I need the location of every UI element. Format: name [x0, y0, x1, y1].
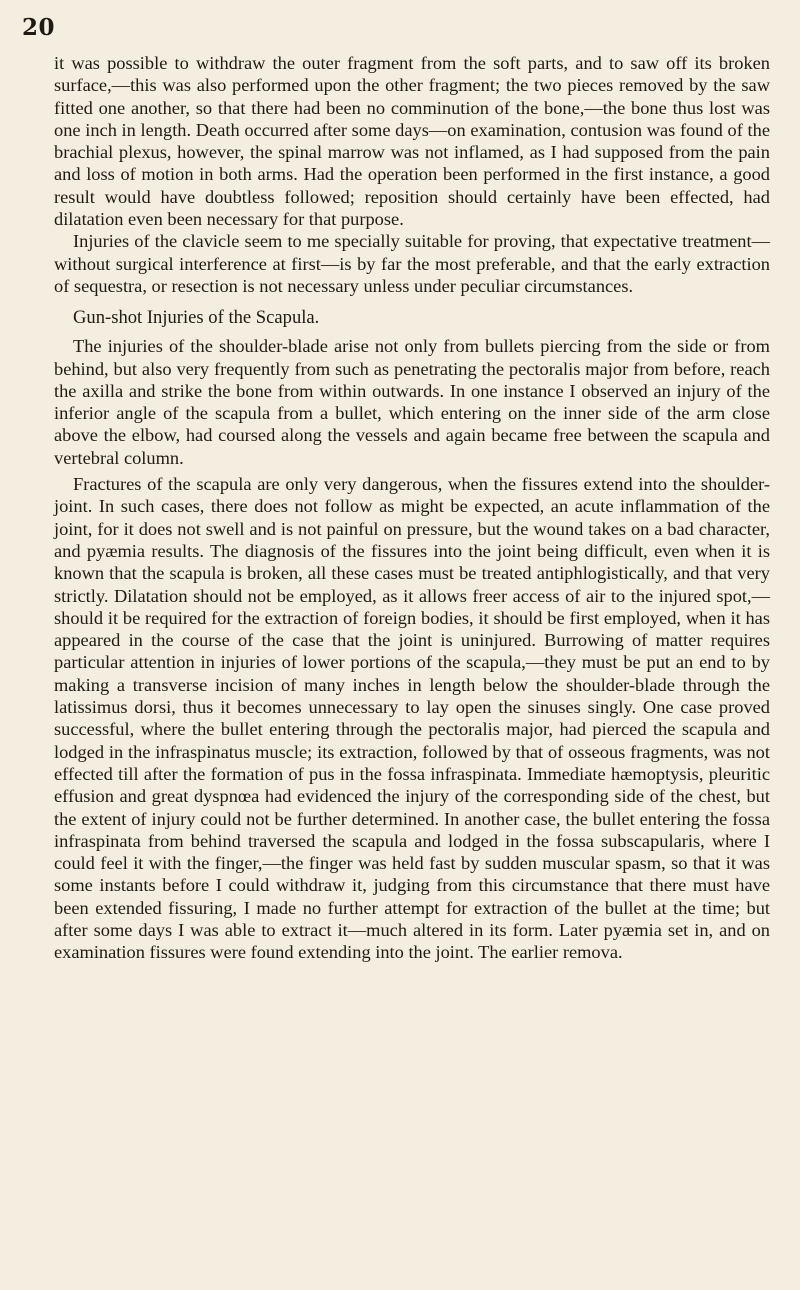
paragraph-clavicle-injuries: Injuries of the clavicle seem to me specially suitable for proving, that expectative treatment—without surgical interference at first—is by far the most preferable, and that the early extraction of sequestra, or resection is not necessary unless under peculiar circumstances.: [54, 231, 770, 296]
paragraph-continuation: it was possible to withdraw the outer fragment from the soft parts, and to saw off its broken surface,—this was also performed upon the other fragment; the two pieces removed by the saw fitted one another, so that there had been no comminution of the bone,—the bone thus lost was one inch in length. Death occurred after some days—on examination, contusion was found of the brachial plexus, however, the spinal marrow was not inflamed, as I had supposed from the pain and loss of motion in both arms. Had the operation been performed in the first instance, a good result would have doubtless followed; reposition should certainly have been effected, had dilatation even been necessary for that purpose.: [54, 53, 770, 230]
paragraph-shoulder-blade-injuries: The injuries of the shoulder-blade arise not only from bullets piercing from the side or from behind, but also very frequently from such as penetrating the pectoralis major from before, reach the axilla and strike the bone from within outwards. In one instance I observed an injury of the inferior angle of the scapula from a bullet, which entering on the inner side of the arm close above the elbow, had coursed along the vessels and again became free between the scapula and vertebral column.: [54, 336, 770, 468]
section-heading: Gun-shot Injuries of the Scapula.: [73, 307, 320, 329]
paragraph-scapula-fractures: Fractures of the scapula are only very dangerous, when the fissures extend into the shoulder-joint. In such cases, there does not follow as might be expected, an acute inflammation of the joint, for it does not swell and is not painful on pressure, but the wound takes on a bad character, and pyæmia results. The diagnosis of the fissures into the joint being difficult, even when it is known that the scapula is broken, all these cases must be treated antiphlogistically, and that very strictly. Dilatation should not be employed, as it allows freer access of air to the injured spot,—should it be required for the extraction of foreign bodies, it should be first employed, when it has appeared in the course of the case that the joint is uninjured. Burrowing of matter requires particular attention in injuries of lower portions of the scapula,—they must be put an end to by making a transverse incision of many inches in length below the shoulder-blade through the latissimus dorsi, thus it becomes unnecessary to lay open the sinuses singly. One case proved successful, where the bullet entering through the pectoralis major, had pierced the scapula and lodged in the infraspinatus muscle; its extraction, followed by that of osseous fragments, was not effected till after the formation of pus in the fossa infraspinata. Immediate hæmoptysis, pleuritic effusion and great dyspnœa had evidenced the injury of the corresponding side of the chest, but the extent of injury could not be further determined. In another case, the bullet entering the fossa infraspinata from behind traversed the scapula and lodged in the fossa subscapularis, where I could feel it with the finger,—the finger was held fast by sudden muscular spasm, so that it was some instants before I could withdraw it, judging from this circumstance that there must have been extended fissuring, I made no further attempt for extraction of the bullet at the time; but after some days I was able to extract it—much altered in its form. Later pyæmia set in, and on examination fissures were found extending into the joint. The earlier remova.: [54, 474, 770, 963]
body-text: [54, 52, 770, 964]
page-number: 20: [22, 14, 56, 41]
